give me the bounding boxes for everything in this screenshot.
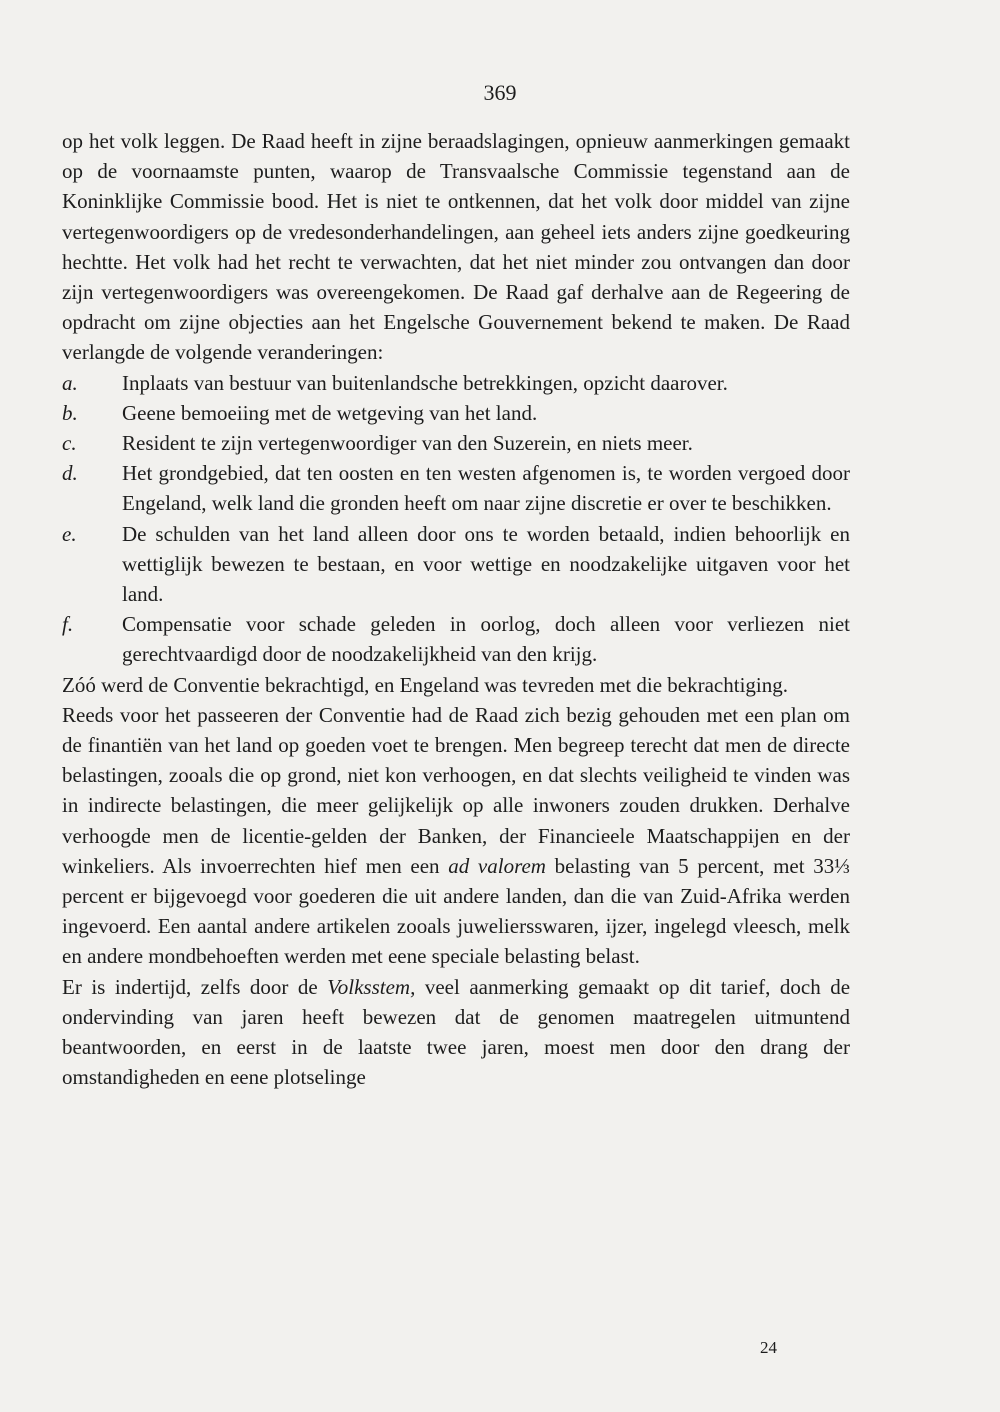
list-item bbox=[62, 398, 850, 428]
finance-text-end: belasting van 5 percent, met 33⅓ percent er bijgevoegd voor goederen die uit andere landen, dan die van Zuid-Afrika werden ingevoerd. Een aantal andere artikelen zooals juweliersswaren, ijzer, ingelegd vleesch, melk en andere mondbehoeften werden met eene speciale belasting belast. bbox=[62, 853, 851, 969]
list-text: Compensatie voor schade geleden in oorlog, doch alleen voor verliezen niet gerechtvaardigd door de noodzakelijkheid van den krijg. bbox=[122, 612, 850, 667]
finance-text-start: Reeds voor het passeeren der Conventie had de Raad zich bezig gehouden met een plan om de finantiën van het land op goeden voet te brengen. Men begreep terecht dat men de directe belastingen, zooals die op grond, niet kon verhoogen, en dat slechts veiligheid te vinden was in indirecte belastingen, die meer gelijkelijk op alle inwoners zouden drukken. Derhalve verhoogde men de licentie-gelden der Banken, der Financieele Maatschappijen en der winkeliers. Als invoerrechten hief men een bbox=[62, 702, 850, 878]
list-text: De schulden van het land alleen door ons te worden betaald, indien behoorlijk en wettiglijk bewezen te bestaan, en voor wettige en noodzakelijke uitgaven voor het land. bbox=[122, 521, 850, 607]
list-item bbox=[62, 428, 850, 458]
list-text: Het grondgebied, dat ten oosten en ten westen afgenomen is, te worden vergoed door Engeland, welk land die gronden heeft om naar zijne discretie er over te beschikken. bbox=[122, 461, 850, 516]
paragraph-tariff bbox=[62, 972, 850, 1093]
list-marker: c. bbox=[62, 431, 77, 456]
list-marker: e. bbox=[62, 521, 77, 546]
tariff-text-end: veel aanmerking gemaakt op dit tarief, doch de ondervinding van jaren heeft bewezen dat de genomen maatregelen uitmuntend beantwoorden, en eerst in de laatste twee jaren, moest men door den drang der omstandigheden en eene plotselinge bbox=[62, 974, 851, 1090]
body-text bbox=[62, 126, 850, 1093]
list-item bbox=[62, 368, 850, 398]
finance-italic-term: ad valorem bbox=[448, 853, 546, 878]
paragraph-convention: Zóó werd de Conventie bekrachtigd, en Engeland was tevreden met die bekrachtiging. bbox=[62, 672, 788, 697]
change-list bbox=[62, 368, 850, 670]
paragraph-finance bbox=[62, 700, 850, 972]
list-item bbox=[62, 609, 850, 669]
list-marker: a. bbox=[62, 370, 78, 395]
tariff-text-start: Er is indertijd, zelfs door de bbox=[62, 974, 318, 999]
list-item bbox=[62, 458, 850, 518]
list-marker: f. bbox=[62, 612, 74, 637]
list-item bbox=[62, 519, 850, 610]
page-number: 369 bbox=[483, 80, 517, 105]
list-marker: d. bbox=[62, 461, 78, 486]
tariff-italic-term: Volksstem, bbox=[327, 974, 416, 999]
list-text: Geene bemoeiing met de wetgeving van het land. bbox=[122, 400, 538, 425]
list-marker: b. bbox=[62, 400, 78, 425]
list-text: Resident te zijn vertegenwoordiger van den Suzerein, en niets meer. bbox=[122, 431, 693, 456]
list-text: Inplaats van bestuur van buitenlandsche betrekkingen, opzicht daarover. bbox=[122, 370, 728, 395]
signature-mark: 24 bbox=[760, 1338, 777, 1357]
paragraph-intro: op het volk leggen. De Raad heeft in zijne beraadslagingen, opnieuw aanmerkingen gemaakt op de voornaamste punten, waarop de Transvaalsche Commissie tegenstand aan de Koninklijke Commissie bood. Het is niet te ontkennen, dat het volk door middel van zijne vertegenwoordigers op de vredesonderhandelingen, aan geheel iets anders zijne goedkeuring hechtte. Het volk had het recht te verwachten, dat het niet minder zou ontvangen dan door zijn vertegenwoordigers was overeengekomen. De Raad gaf derhalve aan de Regeering de opdracht om zijne objecties aan het Engelsche Gouvernement bekend te maken. De Raad verlangde de volgende veranderingen: bbox=[62, 129, 850, 365]
